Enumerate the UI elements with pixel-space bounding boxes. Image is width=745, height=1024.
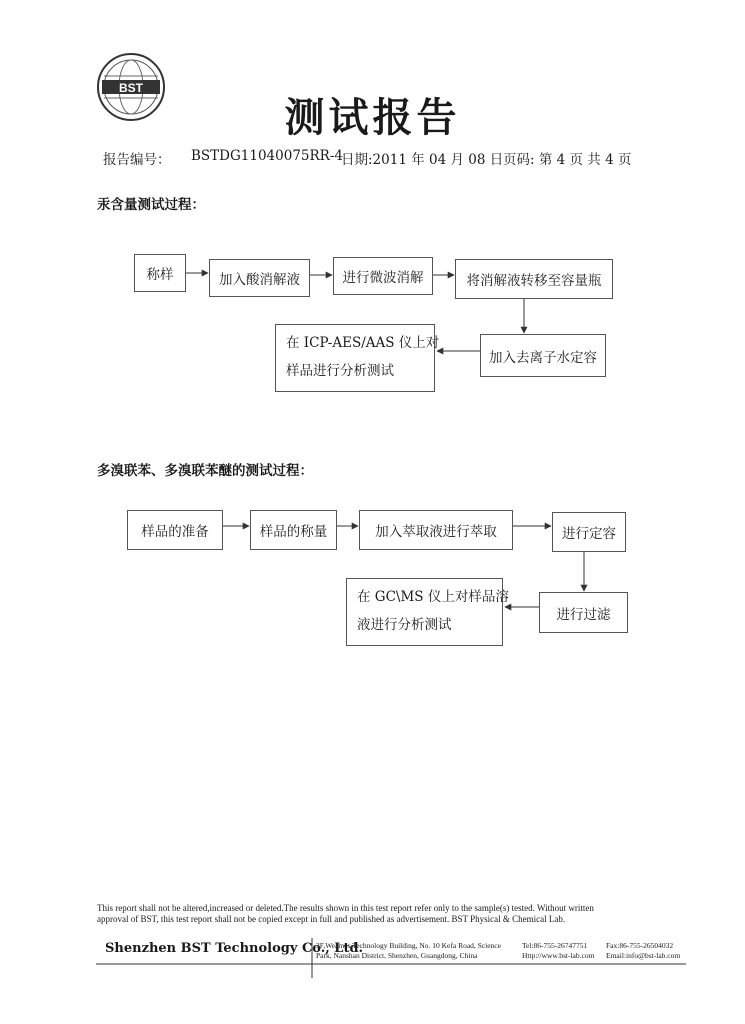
flow-step-constant-volume: 进行定容 (552, 512, 626, 552)
flow-step-deionized: 加入去离子水定容 (480, 334, 606, 377)
footer-web: Http://www.bst-lab.com (522, 951, 595, 960)
flow-step-acid-digest: 加入酸消解液 (209, 259, 310, 297)
flow-step-weigh: 称样 (134, 254, 186, 292)
flow-step-gcms-line2: 液进行分析测试 (357, 617, 452, 633)
footer-address (316, 941, 501, 961)
page-indicator: 页码: 第 4 页 共 4 页 (503, 152, 632, 168)
flow-step-extract: 加入萃取液进行萃取 (359, 510, 513, 550)
flow-step-icp-test (275, 324, 440, 392)
flow-step-icp-line2: 样品进行分析测试 (286, 363, 394, 379)
footer-address-line-1: 3F,Weames Technology Building, No. 10 Kefa Road, Science (316, 941, 501, 950)
footer-fax-email (606, 941, 680, 961)
footer-email: Email:info@bst-lab.com (606, 951, 681, 960)
footer-fax: Fax:86-755-26504032 (606, 941, 674, 950)
disclaimer (97, 903, 642, 925)
report-title: 测试报告 (284, 94, 461, 141)
disclaimer-line-2: approval of BST, this test report shall not be copied except in full and published as advertisement. BST Physical & Chemical Lab. (97, 914, 566, 924)
section-title-mercury: 汞含量测试过程： (97, 197, 205, 213)
flow-step-gcms-test (346, 578, 509, 646)
flow-step-microwave: 进行微波消解 (333, 257, 433, 295)
disclaimer-line-1: This report shall not be altered,increased or deleted.The results shown in this test report refer only to the sample(s) tested. Without written (97, 903, 594, 913)
flow-step-transfer: 将消解液转移至容量瓶 (455, 259, 613, 299)
footer-contact (522, 941, 594, 961)
footer-tel: Tel:86-755-26747751 (522, 941, 588, 950)
report-number: BSTDG11040075RR-4 (191, 148, 343, 164)
report-date: 日期:2011 年 04 月 08 日 (341, 152, 504, 168)
report-number-label: 报告编号： (103, 152, 171, 168)
footer-address-line-2: Park, Nanshan District, Shenzhen, Guangdong, China (316, 951, 478, 960)
flow-step-gcms-line1: 在 GC\MS 仪上对样品溶 (357, 589, 509, 605)
flow-step-weigh-sample: 样品的称量 (250, 510, 337, 550)
flow-step-prepare: 样品的准备 (127, 510, 223, 550)
section-title-pbb-pbde: 多溴联苯、多溴联苯醚的测试过程： (97, 463, 313, 479)
flow-step-filter: 进行过滤 (539, 592, 628, 633)
flow-step-icp-line1: 在 ICP-AES/AAS 仪上对 (286, 335, 440, 351)
logo-text: BST (119, 81, 143, 95)
footer-company-name: Shenzhen BST Technology Co., Ltd. (105, 941, 364, 956)
